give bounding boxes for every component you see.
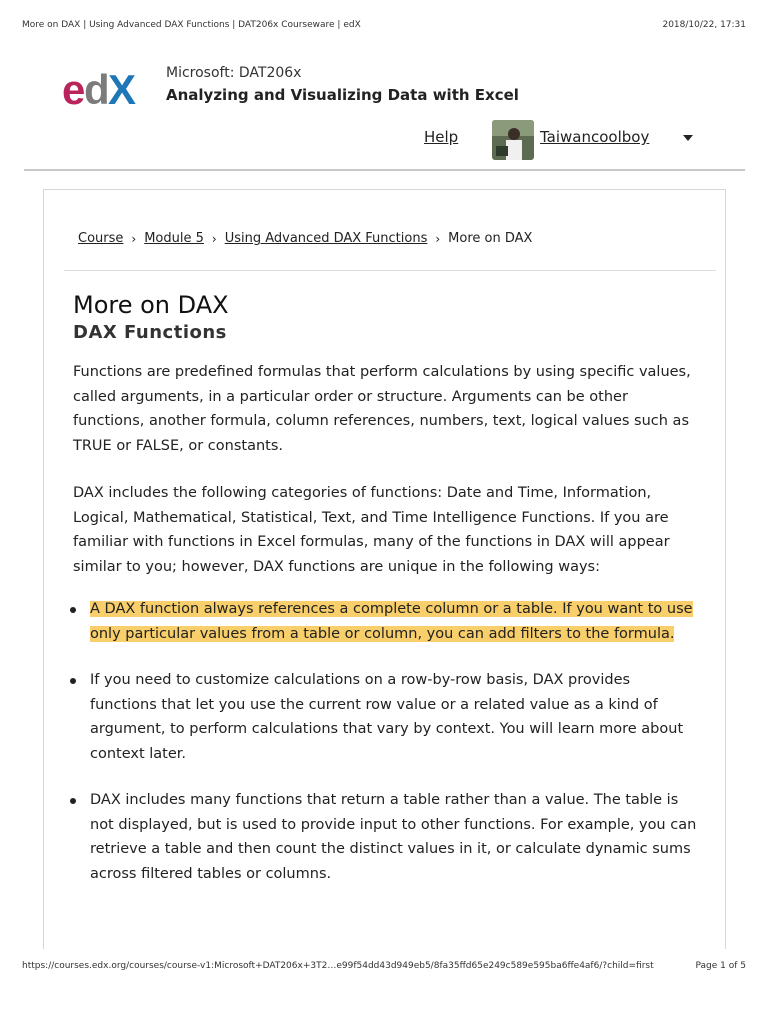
paragraph: DAX includes the following categories of functions: Date and Time, Information, Logical, Mathematical, Statistical, Text, and Time Intelligence Functions. If you are familiar with functions in Excel formulas, many of the functions in DAX will appear similar to you; however, DAX functions are unique in the following ways: xyxy=(73,485,670,575)
highlighted-text: A DAX function always references a complete column or a table. If you want to use only particular values from a table or column, you can add filters to the formula. xyxy=(90,601,693,642)
header-divider xyxy=(24,169,745,171)
breadcrumb-subsection[interactable]: Using Advanced DAX Functions xyxy=(224,231,428,246)
print-footer-url: https://courses.edx.org/courses/course-v1:Microsoft+DAT206x+3T2…e99f54dd43d949eb5/8fa35ffd65e249c589e595ba6ffe4af6/?child=first xyxy=(22,961,654,971)
list-item-text: If you need to customize calculations on a row-by-row basis, DAX provides functions that let you use the current row value or a related value as a kind of argument, to perform calculations that vary by context. You will learn more about context later. xyxy=(90,672,684,762)
edx-logo-e: e xyxy=(62,66,86,110)
list-item xyxy=(70,668,700,766)
list-item-text: DAX includes many functions that return a table rather than a value. The table is not displayed, but is used to provide input to other functions. For example, you can retrieve a table and then count the distinct values in it, or calculate dynamic sums across filtered tables or columns. xyxy=(90,792,697,882)
breadcrumb-separator-icon: › xyxy=(435,231,441,246)
bullet-list xyxy=(70,597,700,908)
print-header-timestamp: 2018/10/22, 17:31 xyxy=(662,20,746,30)
paragraph: Functions are predefined formulas that perform calculations by using specific values, called arguments, in a particular order or structure. Arguments can be other functions, another formula, column references, numbers, text, logical values such as TRUE or FALSE, or constants. xyxy=(73,364,691,454)
user-menu-caret-icon[interactable] xyxy=(683,135,693,141)
bullet-icon xyxy=(70,607,76,613)
edx-logo-graphic xyxy=(62,66,150,110)
edx-logo[interactable] xyxy=(62,66,150,110)
print-footer-page: Page 1 of 5 xyxy=(695,961,746,971)
page-title: More on DAX xyxy=(73,291,229,319)
breadcrumb-current: More on DAX xyxy=(448,231,533,246)
edx-logo-d: d xyxy=(84,66,110,110)
breadcrumb-separator-icon: › xyxy=(211,231,217,246)
breadcrumb-separator-icon: › xyxy=(131,231,137,246)
print-header xyxy=(0,0,768,44)
list-item xyxy=(70,597,700,646)
breadcrumb-course[interactable]: Course xyxy=(78,231,124,246)
breadcrumb xyxy=(78,231,532,246)
breadcrumb-module[interactable]: Module 5 xyxy=(144,231,204,246)
list-item xyxy=(70,788,700,886)
bullet-icon xyxy=(70,678,76,684)
user-avatar[interactable] xyxy=(492,120,534,160)
bullet-icon xyxy=(70,798,76,804)
breadcrumb-divider xyxy=(64,270,716,271)
help-link[interactable]: Help xyxy=(424,128,459,146)
page-subtitle: DAX Functions xyxy=(73,322,227,343)
edx-logo-x: X xyxy=(108,66,137,110)
print-header-title: More on DAX | Using Advanced DAX Functions | DAT206x Courseware | edX xyxy=(22,20,361,30)
avatar-photo xyxy=(492,120,534,160)
course-code: Microsoft: DAT206x xyxy=(166,65,302,81)
course-name: Analyzing and Visualizing Data with Excel xyxy=(166,86,519,104)
username-link[interactable]: Taiwancoolboy xyxy=(540,128,650,146)
